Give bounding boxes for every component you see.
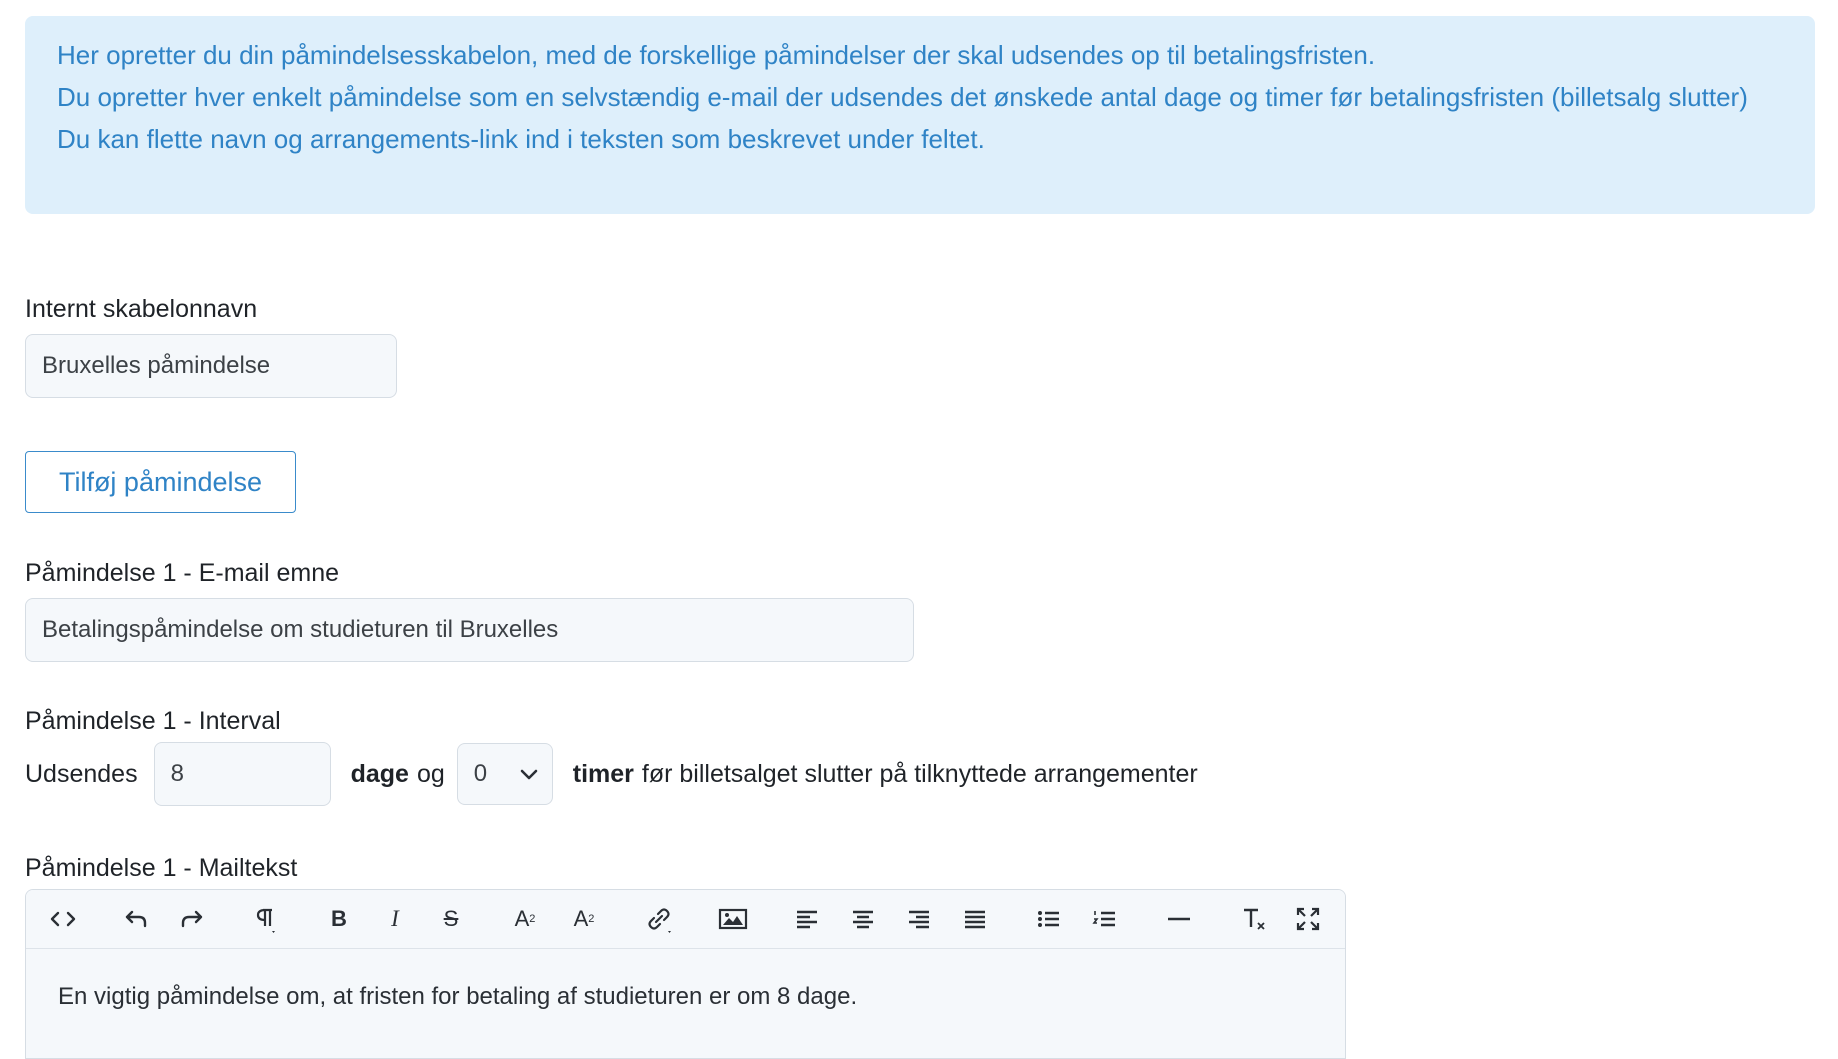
clear-formatting-icon[interactable] [1237, 902, 1271, 936]
info-alert [25, 16, 1815, 214]
fullscreen-icon[interactable] [1291, 902, 1325, 936]
and-text: og [416, 759, 445, 788]
insert-image-icon[interactable] [716, 902, 750, 936]
template-name-label: Internt skabelonnavn [25, 295, 258, 323]
template-name-input[interactable]: Bruxelles påmindelse [25, 334, 397, 398]
align-justify-icon[interactable] [958, 902, 992, 936]
add-reminder-button[interactable]: Tilføj påmindelse [25, 451, 296, 513]
hours-select-value: 0 [473, 760, 488, 787]
reminder-body-label: Påmindelse 1 - Mailtekst [25, 854, 298, 882]
italic-icon[interactable]: I [391, 906, 399, 931]
hours-select[interactable] [457, 743, 553, 805]
hours-unit: timer [572, 759, 634, 788]
redo-icon[interactable] [175, 902, 209, 936]
paragraph-format-icon[interactable] [248, 902, 282, 936]
info-line-3: Du kan flette navn og arrangements-link ind i teksten som beskrevet under feltet. [57, 124, 985, 154]
interval-row [25, 741, 1198, 807]
align-center-icon[interactable] [846, 902, 880, 936]
horizontal-rule-icon[interactable] [1162, 902, 1196, 936]
info-line-2: Du opretter hver enkelt påmindelse som en selvstændig e-mail der udsendes det ønskede antal dage og timer før betalingsfristen (billetsalg slutter) [57, 82, 1748, 112]
reminder-subject-input[interactable]: Betalingspåmindelse om studieturen til Bruxelles [25, 598, 914, 662]
superscript-icon[interactable]: A 2 [514, 906, 536, 931]
interval-suffix: før billetsalget slutter på tilknyttede arrangementer [641, 759, 1198, 788]
mail-editor[interactable] [25, 889, 1346, 1059]
editor-content[interactable]: En vigtig påmindelse om, at fristen for betaling af studieturen er om 8 dage. [58, 983, 858, 1010]
reminder-subject-label: Påmindelse 1 - E-mail emne [25, 559, 340, 587]
days-input[interactable]: 8 [154, 742, 331, 806]
insert-link-icon[interactable] [642, 902, 676, 936]
info-line-1: Her opretter du din påmindelsesskabelon, med de forskellige påmindelser der skal udsendes op til betalingsfristen. [57, 40, 1376, 70]
strikethrough-icon[interactable]: S [443, 906, 459, 931]
reminder-interval-label: Påmindelse 1 - Interval [25, 707, 281, 735]
align-right-icon[interactable] [902, 902, 936, 936]
days-unit: dage [350, 759, 409, 788]
chevron-down-icon [520, 760, 538, 788]
undo-icon[interactable] [119, 902, 153, 936]
ordered-list-icon[interactable] [1088, 902, 1122, 936]
bold-icon[interactable]: B [331, 906, 347, 931]
subscript-icon[interactable]: A 2 [573, 906, 595, 931]
editor-toolbar [26, 890, 1345, 949]
align-left-icon[interactable] [790, 902, 824, 936]
unordered-list-icon[interactable] [1032, 902, 1066, 936]
interval-prefix: Udsendes [25, 759, 138, 788]
code-view-icon[interactable] [46, 902, 80, 936]
